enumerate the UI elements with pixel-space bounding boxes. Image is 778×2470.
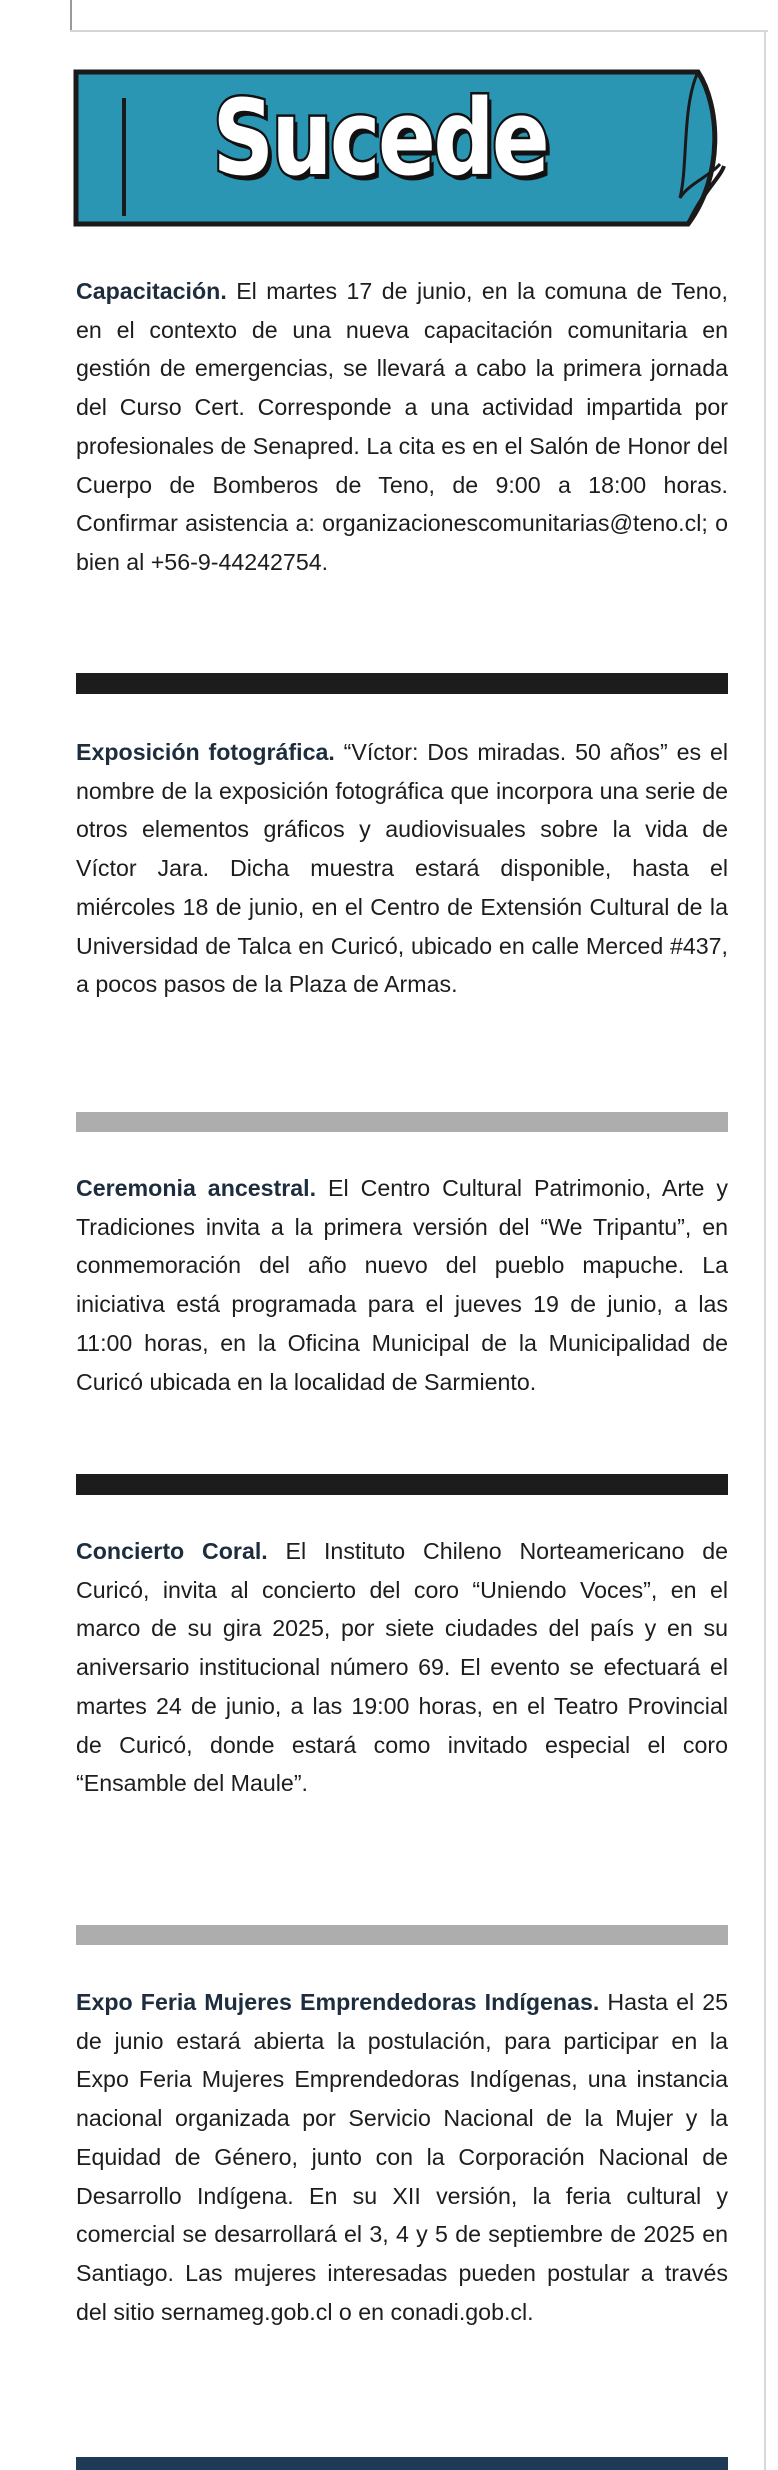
article-concierto-coral xyxy=(76,1532,728,1803)
article-ceremonia-ancestral xyxy=(76,1169,728,1401)
article-body: El Instituto Chileno Norteamericano de Curicó, invita al concierto del coro “Uniendo Voces”, en el marco de su gira 2025, por siete ciudades del país y en su aniversario institucional número 69. El evento se efectuará el martes 24 de junio, a las 19:00 horas, en el Teatro Provincial de Curicó, donde estará como invitado especial el coro “Ensamble del Maule”. xyxy=(76,1538,729,1797)
page-frame-right-rule xyxy=(764,30,766,2470)
article-lead: Ceremonia ancestral. xyxy=(76,1175,317,1201)
article-exposicion-fotografica xyxy=(76,733,728,1004)
article-capacitacion xyxy=(76,272,728,582)
article-body: “Víctor: Dos miradas. 50 años” es el nombre de la exposición fotográfica que incorpora una serie de otros elementos gráficos y audiovisuales sobre la vida de Víctor Jara. Dicha muestra estará disponible, hasta el miércoles 18 de junio, en el Centro de Extensión Cultural de la Universidad de Talca en Curicó, ubicado en calle Merced #437, a pocos pasos de la Plaza de Armas. xyxy=(76,739,728,998)
article-body: Hasta el 25 de junio estará abierta la postulación, para participar en la Expo Feria Mujeres Emprendedoras Indígenas, una instancia nacional organizada por Servicio Nacional de la Mujer y la Equidad de Género, junto con la Corporación Nacional de Desarrollo Indígena. En su XII versión, la feria cultural y comercial se desarrollará el 3, 4 y 5 de septiembre de 2025 en Santiago. Las mujeres interesadas pueden postular a través del sitio sernameg.gob.cl o en conadi.gob.cl. xyxy=(76,1989,728,2325)
bottom-bar xyxy=(76,2457,728,2470)
article-lead: Exposición fotográfica. xyxy=(76,739,335,765)
article-body: El martes 17 de junio, en la comuna de Teno, en el contexto de una nueva capacitación comunitaria en gestión de emergencias, se llevará a cabo la primera jornada del Curso Cert. Corresponde a una actividad impartida por profesionales de Senapred. La cita es en el Salón de Honor del Cuerpo de Bomberos de Teno, de 9:00 a 18:00 horas. Confirmar asistencia a: organizacionescomunitarias@teno.cl; o bien al +56-9-44242754. xyxy=(76,278,728,575)
article-lead: Concierto Coral. xyxy=(76,1538,268,1564)
separator-bar xyxy=(76,673,728,694)
article-lead: Capacitación. xyxy=(76,278,227,304)
separator-bar xyxy=(76,1474,728,1495)
article-body: El Centro Cultural Patrimonio, Arte y Tradiciones invita a la primera versión del “We Tripantu”, en conmemoración del año nuevo del pueblo mapuche. La iniciativa está programada para el jueves 19 de junio, a las 11:00 horas, en la Oficina Municipal de la Municipalidad de Curicó ubicada en la localidad de Sarmiento. xyxy=(76,1175,728,1395)
separator-bar xyxy=(76,1925,728,1945)
article-expo-feria xyxy=(76,1983,728,2331)
section-banner xyxy=(70,66,730,231)
section-title: Sucede xyxy=(212,77,548,199)
article-lead: Expo Feria Mujeres Emprendedoras Indígenas. xyxy=(76,1989,600,2015)
page-frame-top-rule xyxy=(70,30,768,32)
page-frame-left-rule xyxy=(70,0,72,30)
separator-bar xyxy=(76,1112,728,1132)
